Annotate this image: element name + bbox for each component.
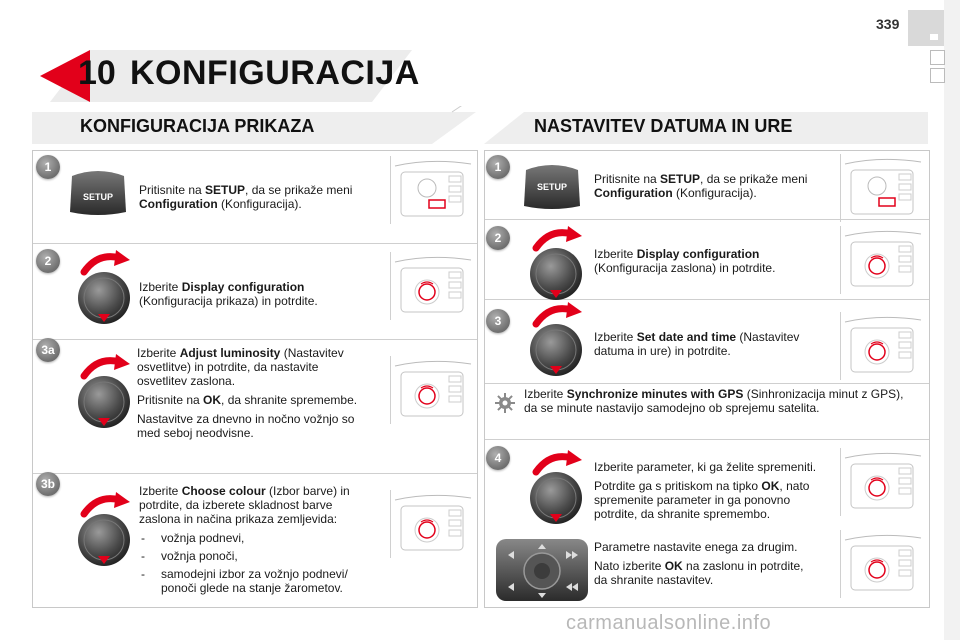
rotary-knob-icon — [522, 224, 592, 304]
list-item: - samodejni izbor za vožnjo podnevi/ ponoči glede na stanje žarometov. — [139, 567, 373, 595]
setup-button-label: SETUP — [536, 182, 568, 192]
right-step-4-extra-text: Parametre nastavite enega za drugim. Nato izberite OK na zaslonu in potrdite, da shranite nastavitev. — [594, 540, 804, 587]
dashboard-thumbnail-icon — [390, 356, 473, 424]
side-marker-box — [930, 50, 945, 65]
step-badge-3b: 3b — [36, 472, 60, 496]
gear-icon — [494, 392, 516, 414]
right-step-3-text: Izberite Set date and time (Nastavitev datuma in ure) in potrdite. — [594, 330, 800, 358]
colour-mode-list — [139, 531, 373, 595]
step-badge-1: 1 — [36, 155, 60, 179]
step-badge-2: 2 — [486, 226, 510, 250]
rotary-knob-icon — [522, 300, 592, 380]
step-badge-3: 3 — [486, 309, 510, 333]
dashboard-thumbnail-icon — [840, 312, 923, 380]
right-step-1-text: Pritisnite na SETUP, da se prikaže meni Configuration (Konfiguracija). — [594, 172, 808, 200]
rotary-knob-icon — [522, 448, 592, 528]
page-side-rail — [944, 0, 960, 640]
dashboard-thumbnail-icon — [840, 448, 923, 516]
left-section-title: KONFIGURACIJA PRIKAZA — [80, 116, 315, 136]
chapter-corner-tab — [908, 10, 944, 46]
step-badge-4: 4 — [486, 446, 510, 470]
dashboard-thumbnail-icon — [840, 226, 923, 294]
dashboard-thumbnail-icon — [840, 530, 923, 598]
right-section-title: NASTAVITEV DATUMA IN URE — [534, 116, 793, 136]
left-step-2-text: Izberite Display configuration (Konfiguracija prikaza) in potrdite. — [139, 280, 318, 308]
side-marker-box — [930, 68, 945, 83]
dashboard-thumbnail-icon — [390, 490, 473, 558]
setup-button-icon — [520, 162, 584, 212]
setup-button-label: SETUP — [82, 192, 114, 202]
dashboard-thumbnail-icon — [840, 154, 923, 222]
list-item: - vožnja podnevi, — [139, 531, 373, 545]
watermark-text: carmanualsonline.info — [566, 612, 772, 634]
page-number: 339 — [876, 16, 900, 32]
rotary-knob-icon — [70, 248, 140, 328]
right-gps-step-text: Izberite Synchronize minutes with GPS (Sinhronizacija minut z GPS), da se minute nastavijo samodejno ob sprejemu satelita. — [524, 387, 904, 415]
right-step-4-text: Izberite parameter, ki ga želite spremeniti. Potrdite ga s pritiskom na tipko OK, nato spremenite parameter in ga ponovno potrdite, da shranite spremembo. — [594, 460, 817, 521]
right-step-2-text: Izberite Display configuration (Konfiguracija zaslona) in potrdite. — [594, 247, 776, 275]
left-step-3b-text: Izberite Choose colour (Izbor barve) in potrdite, da izberete skladnost barve zaslona in načina prikaza zemljevida: - vožnja podnevi, - vožnja ponoči, - samodejni izbor za vožnjo podnevi/ ponoči glede na stanje žarometov. — [139, 484, 373, 599]
list-item: - vožnja ponoči, — [139, 549, 373, 563]
left-step-1-text: Pritisnite na SETUP, da se prikaže meni Configuration (Konfiguracija). — [139, 183, 353, 211]
setup-button-icon — [66, 168, 130, 218]
chapter-title: KONFIGURACIJA — [130, 54, 420, 92]
step-badge-2: 2 — [36, 249, 60, 273]
dashboard-thumbnail-icon — [390, 156, 473, 224]
chapter-number: 10 — [78, 54, 116, 92]
rotary-knob-icon — [70, 490, 140, 570]
navigation-pad-icon — [494, 535, 590, 607]
step-badge-3a: 3a — [36, 338, 60, 362]
rotary-knob-icon — [70, 352, 140, 432]
step-badge-1: 1 — [486, 155, 510, 179]
left-step-3a-text: Izberite Adjust luminosity (Nastavitev osvetlitve) in potrdite, da nastavite osvetlitev zaslona. Pritisnite na OK, da shranite spremembe. Nastavitve za dnevno in nočno vožnjo so med seboj neodvisne. — [137, 346, 358, 440]
dashboard-thumbnail-icon — [390, 252, 473, 320]
